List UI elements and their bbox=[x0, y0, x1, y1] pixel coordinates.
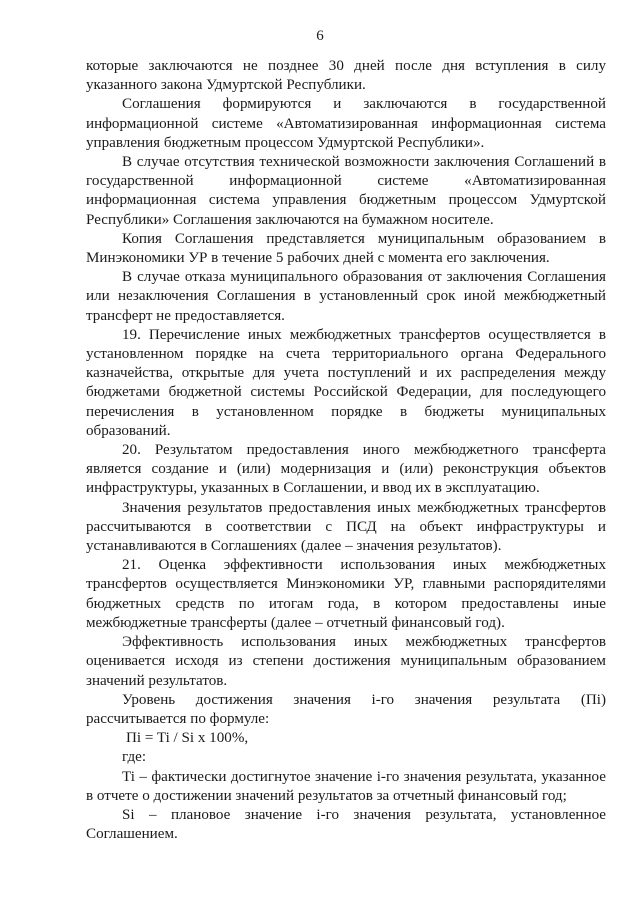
paragraph-agreements-formed: Соглашения формируются и заключаются в государственной информационной системе «Автоматизированная информационная система управления бюджетным процессом Удмуртской Республики». bbox=[86, 96, 606, 151]
paragraph-efficiency: Эффективность использования иных межбюджетных трансфертов оценивается исходя из степени достижения муниципальным образованием значений результатов. bbox=[86, 634, 606, 689]
paragraph-refusal: В случае отказа муниципального образования от заключения Соглашения или незаключения Соглашения в установленный срок иной межбюджетный трансферт не предоставляется. bbox=[86, 269, 606, 324]
definition-ti: Ti – фактически достигнутое значение i-го значения результата, указанное в отчете о достижении значений результатов за отчетный финансовый год; bbox=[86, 768, 606, 804]
paragraph-result-values: Значения результатов предоставления иных межбюджетных трансфертов рассчитываются в соответствии с ПСД на объект инфраструктуры и устанавливаются в Соглашениях (далее – значения результатов). bbox=[86, 499, 606, 555]
paragraph-paper-agreements: В случае отсутствия технической возможности заключения Соглашений в государственной информационной системе «Автоматизированная информационная система управления бюджетным процессом Удмуртской Республики» Соглашения заключаются на бумажном носителе. bbox=[86, 154, 606, 228]
where-label: где: bbox=[122, 749, 147, 766]
paragraph-item-20: 20. Результатом предоставления иного межбюджетного трансферта является создание и (или) модернизация и (или) реконструкция объектов инфраструктуры, указанных в Соглашении, и ввод их в эксплуатацию. bbox=[86, 442, 606, 497]
paragraph-item-19: 19. Перечисление иных межбюджетных трансфертов осуществляется в установленном порядке на счета территориального органа Федерального казначейства, открытые для учета поступлений и их распределения между бюджетами бюджетной системы Российской Федерации, для последующего перечисления в установленном порядке в бюджеты муниципальных образований. bbox=[86, 326, 606, 439]
formula: Пi = Ti / Si x 100%, bbox=[126, 730, 249, 747]
definition-si: Si – плановое значение i-го значения результата, установленное Соглашением. bbox=[86, 806, 606, 843]
paragraph-achievement-level: Уровень достижения значения i-го значения результата (Пi) рассчитывается по формуле: bbox=[86, 691, 606, 727]
page-number: 6 bbox=[316, 28, 324, 44]
paragraph-continuation: которые заключаются не позднее 30 дней после дня вступления в силу указанного закона Удмуртской Республики. bbox=[86, 58, 606, 94]
document-body bbox=[86, 57, 606, 844]
paragraph-agreement-copy: Копия Соглашения представляется муниципальным образованием в Минэкономики УР в течение 5 рабочих дней с момента его заключения. bbox=[86, 230, 606, 267]
paragraph-item-21: 21. Оценка эффективности использования иных межбюджетных трансфертов осуществляется Минэкономики УР, главными распорядителями бюджетных средств по итогам года, в котором предоставлены иные межбюджетные трансферты (далее – отчетный финансовый год). bbox=[86, 557, 606, 631]
